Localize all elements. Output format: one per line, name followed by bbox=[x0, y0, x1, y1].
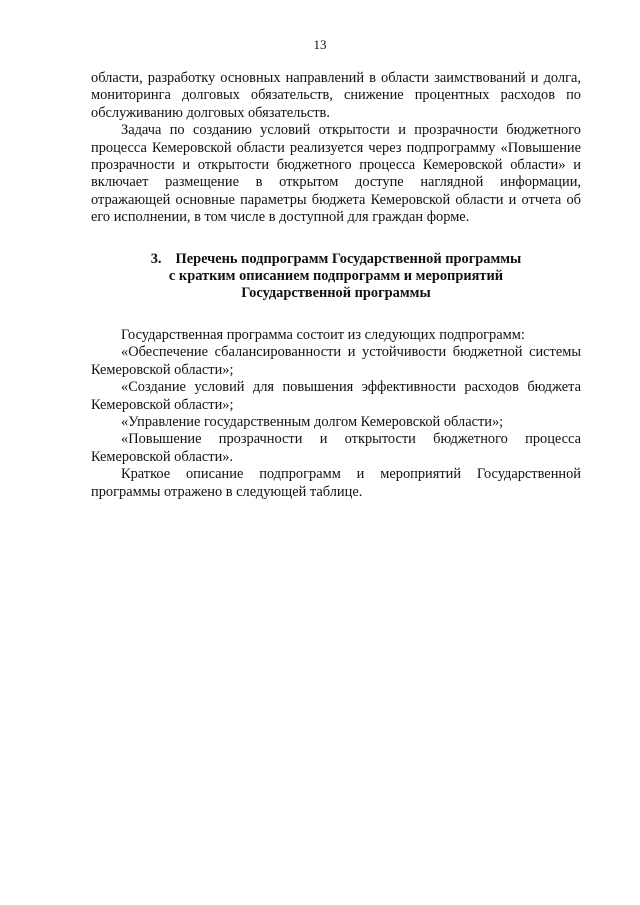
paragraph-program-consists: Государственная программа состоит из следующих подпрограмм: bbox=[121, 326, 525, 343]
page-number: 13 bbox=[313, 37, 327, 52]
section-number: 3. bbox=[150, 250, 162, 267]
section-title-line-2: с кратким описанием подпрограмм и мероприятий bbox=[168, 268, 504, 285]
section-heading-line-1 bbox=[91, 251, 581, 268]
section-heading bbox=[91, 251, 581, 303]
paragraph-transparency-task: Задача по созданию условий открытости и прозрачности бюджетного процесса Кемеровской области реализуется через подпрограмму «Повышение прозрачности и открытости бюджетного процесса Кемеровской области» и включает размещение в открытом доступе наглядной информации, отражающей основные параметры бюджета Кемеровской области и отчета об его исполнении, в том числе в доступной для граждан форме. bbox=[91, 122, 581, 226]
list-item-subprogram-4: «Повышение прозрачности и открытости бюджетного процесса Кемеровской области». bbox=[91, 431, 581, 465]
list-item-subprogram-3: «Управление государственным долгом Кемеровской области»; bbox=[121, 413, 504, 430]
paragraph-debt-continuation: области, разработку основных направлений в области заимствований и долга, мониторинга долговых обязательств, снижение процентных расходов по обслуживанию долговых обязательств. bbox=[91, 70, 581, 121]
section-title-line-1: Перечень подпрограмм Государственной программы bbox=[175, 250, 522, 267]
list-item-subprogram-2: «Создание условий для повышения эффективности расходов бюджета Кемеровской области»; bbox=[91, 379, 581, 413]
paragraph-summary-table-ref: Краткое описание подпрограмм и мероприятий Государственной программы отражено в следующей таблице. bbox=[91, 466, 581, 500]
list-item-subprogram-1: «Обеспечение сбалансированности и устойчивости бюджетной системы Кемеровской области»; bbox=[91, 344, 581, 378]
document-body bbox=[91, 70, 581, 501]
section-title-line-3: Государственной программы bbox=[241, 285, 431, 302]
